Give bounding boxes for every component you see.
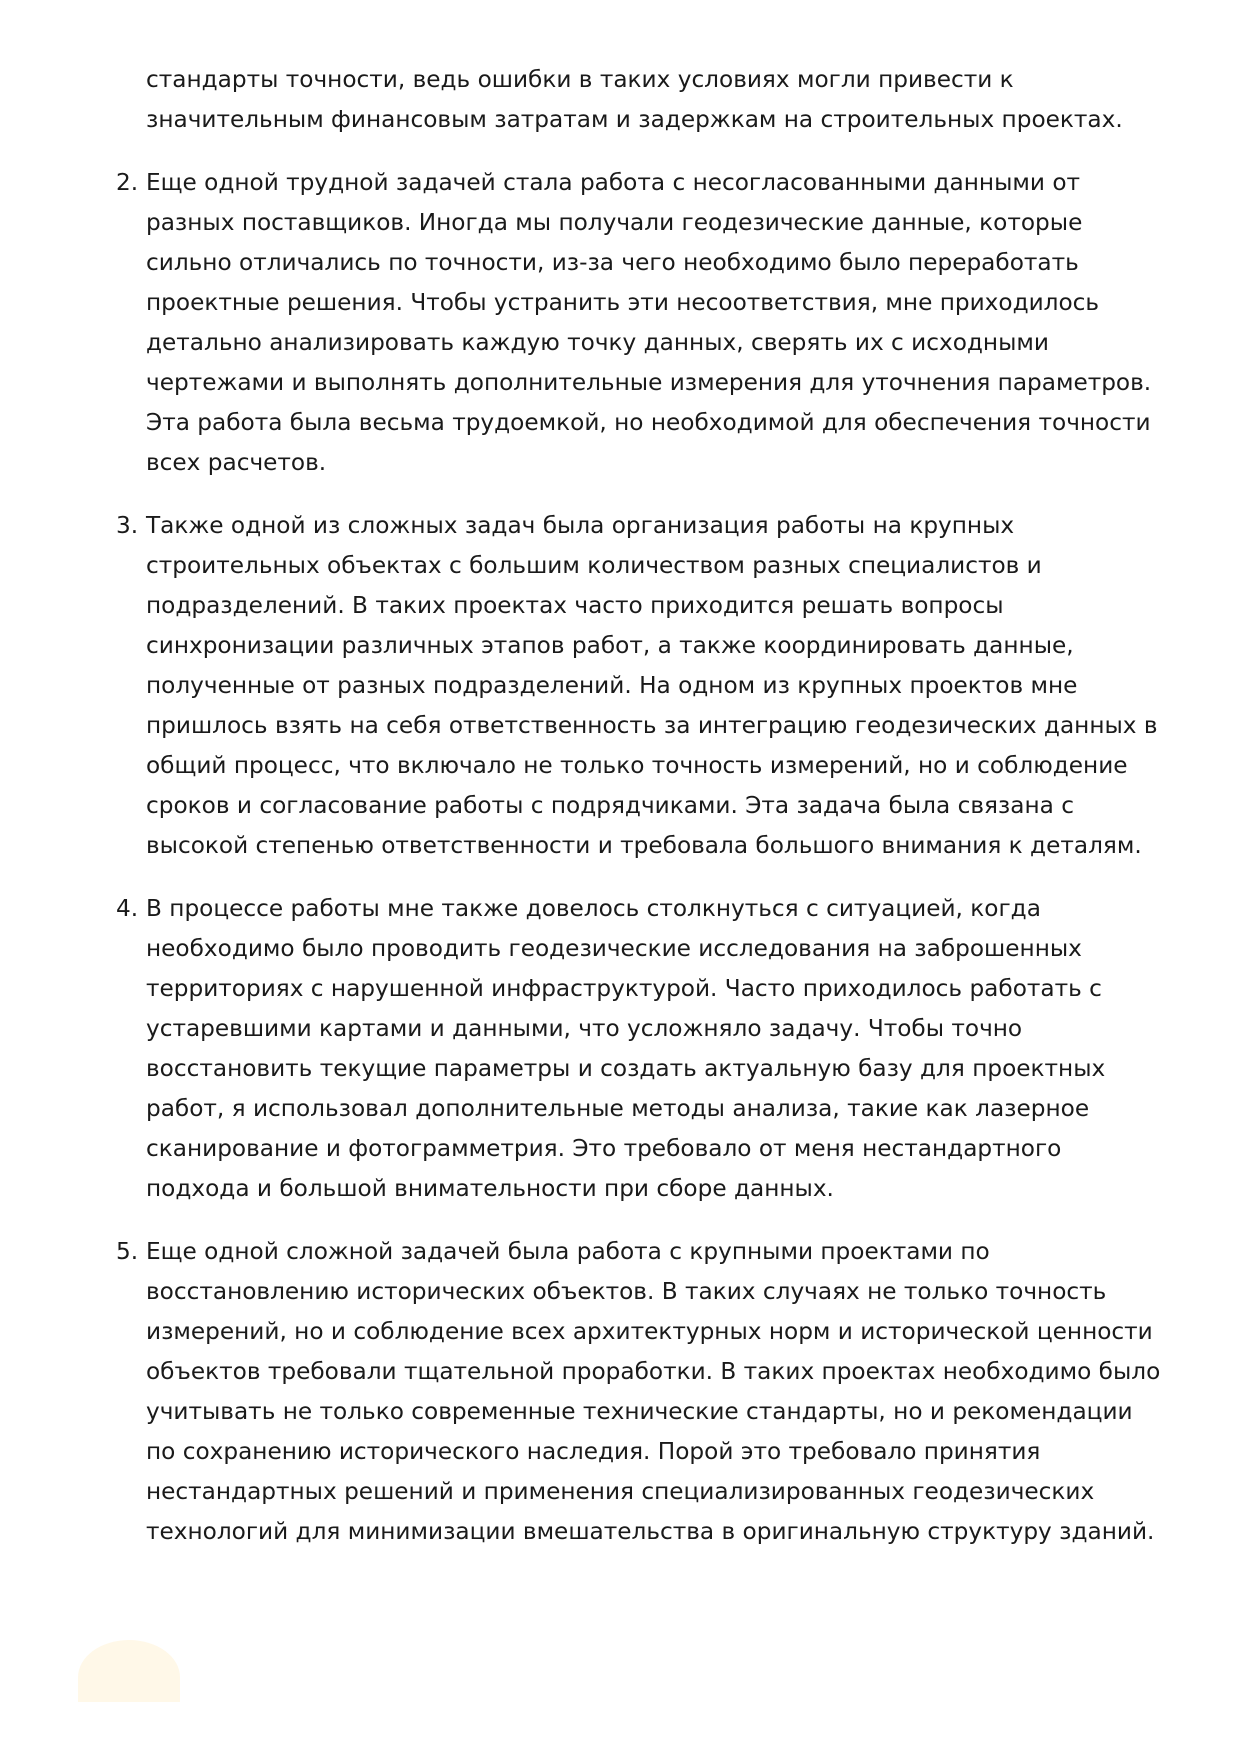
list-item-number: 5. — [116, 1238, 139, 1265]
list-item-text: Еще одной трудной задачей стала работа с несогласованными данными от разных поставщиков. Иногда мы получали геодезические данные, которые сильно отличались по точности, из-за чего необходимо было переработать проектные решения. Чтобы устранить эти несоответствия, мне приходилось детально анализировать каждую точку данных, сверять их с исходными чертежами и выполнять дополнительные измерения для уточнения параметров. Эта работа была весьма трудоемкой, но необходимой для обеспечения точности всех расчетов. — [146, 169, 1152, 476]
continuation-paragraph: стандарты точности, ведь ошибки в таких условиях могли привести к значительным финансовым затратам и задержкам на строительных проектах. — [146, 66, 1123, 133]
list-item-number: 4. — [116, 895, 139, 922]
list-item-text: В процессе работы мне также довелось столкнуться с ситуацией, когда необходимо было проводить геодезические исследования на заброшенных территориях с нарушенной инфраструктурой. Часто приходилось работать с устаревшими картами и данными, что усложняло задачу. Чтобы точно восстановить текущие параметры и создать актуальную базу для проектных работ, я использовал дополнительные методы анализа, такие как лазерное сканирование и фотограмметрия. Это требовало от меня нестандартного подхода и большой внимательности при сборе данных. — [146, 895, 1106, 1202]
list-item — [116, 889, 1166, 1209]
page-bottom-edge — [0, 1702, 1239, 1753]
list-item — [116, 163, 1166, 483]
document-body — [116, 60, 1166, 1575]
list-item-text: Еще одной сложной задачей была работа с крупными проектами по восстановлению исторических объектов. В таких случаях не только точность измерений, но и соблюдение всех архитектурных норм и исторической ценности объектов требовали тщательной проработки. В таких проектах необходимо было учитывать не только современные технические стандарты, но и рекомендации по сохранению исторического наследия. Порой это требовало принятия нестандартных решений и применения специализированных геодезических технологий для минимизации вмешательства в оригинальную структуру зданий. — [146, 1238, 1161, 1545]
list-item — [116, 506, 1166, 866]
list-item-text: Также одной из сложных задач была организация работы на крупных строительных объектах с большим количеством разных специалистов и подразделений. В таких проектах часто приходится решать вопросы синхронизации различных этапов работ, а также координировать данные, полученные от разных подразделений. На одном из крупных проектов мне пришлось взять на себя ответственность за интеграцию геодезических данных в общий процесс, что включало не только точность измерений, но и соблюдение сроков и согласование работы с подрядчиками. Эта задача была связана с высокой степенью ответственности и требовала большого внимания к деталям. — [146, 512, 1158, 859]
list-item — [116, 1232, 1166, 1552]
decorative-blob — [78, 1640, 180, 1702]
list-item-number: 3. — [116, 512, 139, 539]
list-item-number: 2. — [116, 169, 139, 196]
